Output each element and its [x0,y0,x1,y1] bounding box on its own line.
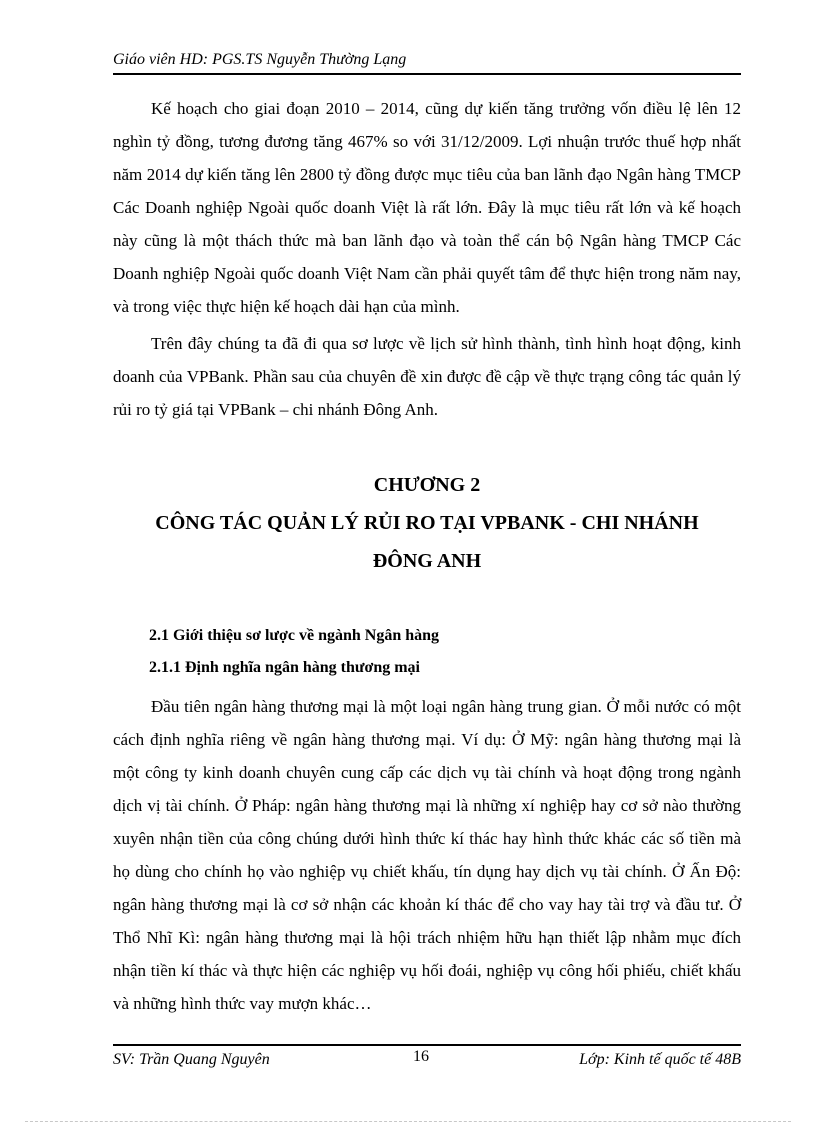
intro-paragraph-2: Trên đây chúng ta đã đi qua sơ lược về lịch sử hình thành, tình hình hoạt động, kinh doanh của VPBank. Phần sau của chuyên đề xin được đề cập về thực trạng công tác quản lý rủi ro tỷ giá tại VPBank – chi nhánh Đông Anh. [113,334,741,419]
class-name: Lớp: Kinh tế quốc tế 48B [579,1051,741,1068]
page-edge-divider [25,1121,791,1122]
chapter-number: CHƯƠNG 2 [373,474,481,496]
page-number: 16 [413,1048,429,1065]
chapter-heading [113,466,741,580]
instructor-line: Giáo viên HD: PGS.TS Nguyễn Thường Lạng [113,51,407,68]
page-footer [113,1044,741,1072]
page-header [113,50,741,75]
page-content [113,92,741,1020]
section-heading-2-1: 2.1 Giới thiệu sơ lược về ngành Ngân hàng [149,627,440,644]
chapter-title-line-2: ĐÔNG ANH [372,550,482,572]
definition-paragraph: Đầu tiên ngân hàng thương mại là một loại ngân hàng trung gian. Ở mỗi nước có một cách định nghĩa riêng về ngân hàng thương mại. Ví dụ: Ở Mỹ: ngân hàng thương mại là một công ty kinh doanh chuyên cung cấp các dịch vụ tài chính và hoạt động trong ngành dịch vị tài chính. Ở Pháp: ngân hàng thương mại là những xí nghiệp hay cơ sở nào thường xuyên nhận tiền của công chúng dưới hình thức kí thác hay hình thức khác các số tiền mà họ dùng cho chính họ vào nghiệp vụ chiết khấu, tín dụng hay dịch vụ tài chính. Ở Ấn Độ: ngân hàng thương mại là cơ sở nhận các khoản kí thác để cho vay hay tài trợ và đầu tư. Ở Thổ Nhĩ Kì: ngân hàng thương mại là hội trách nhiệm hữu hạn thiết lập nhằm mục đích nhận tiền kí thác và thực hiện các nghiệp vụ hối đoái, nghiệp vụ công hối phiếu, chiết khấu và những hình thức vay mượn khác… [113,697,741,1013]
chapter-title-line-1: CÔNG TÁC QUẢN LÝ RỦI RO TẠI VPBANK - CHI NHÁNH [155,512,699,534]
section-heading-2-1-1: 2.1.1 Định nghĩa ngân hàng thương mại [149,659,420,676]
student-name: SV: Trần Quang Nguyên [113,1051,270,1068]
intro-paragraph-1: Kế hoạch cho giai đoạn 2010 – 2014, cũng dự kiến tăng trưởng vốn điều lệ lên 12 nghìn tỷ đồng, tương đương tăng 467% so với 31/12/2009. Lợi nhuận trước thuế hợp nhất năm 2014 dự kiến tăng lên 2800 tỷ đồng được mục tiêu của ban lãnh đạo Ngân hàng TMCP Các Doanh nghiệp Ngoài quốc doanh Việt là rất lớn. Đây là mục tiêu rất lớn và kế hoạch này cũng là một thách thức mà ban lãnh đạo và toàn thể cán bộ Ngân hàng TMCP Các Doanh nghiệp Ngoài quốc doanh Việt Nam cần phải quyết tâm để thực hiện trong năm nay, và trong việc thực hiện kế hoạch dài hạn của mình. [113,99,741,316]
